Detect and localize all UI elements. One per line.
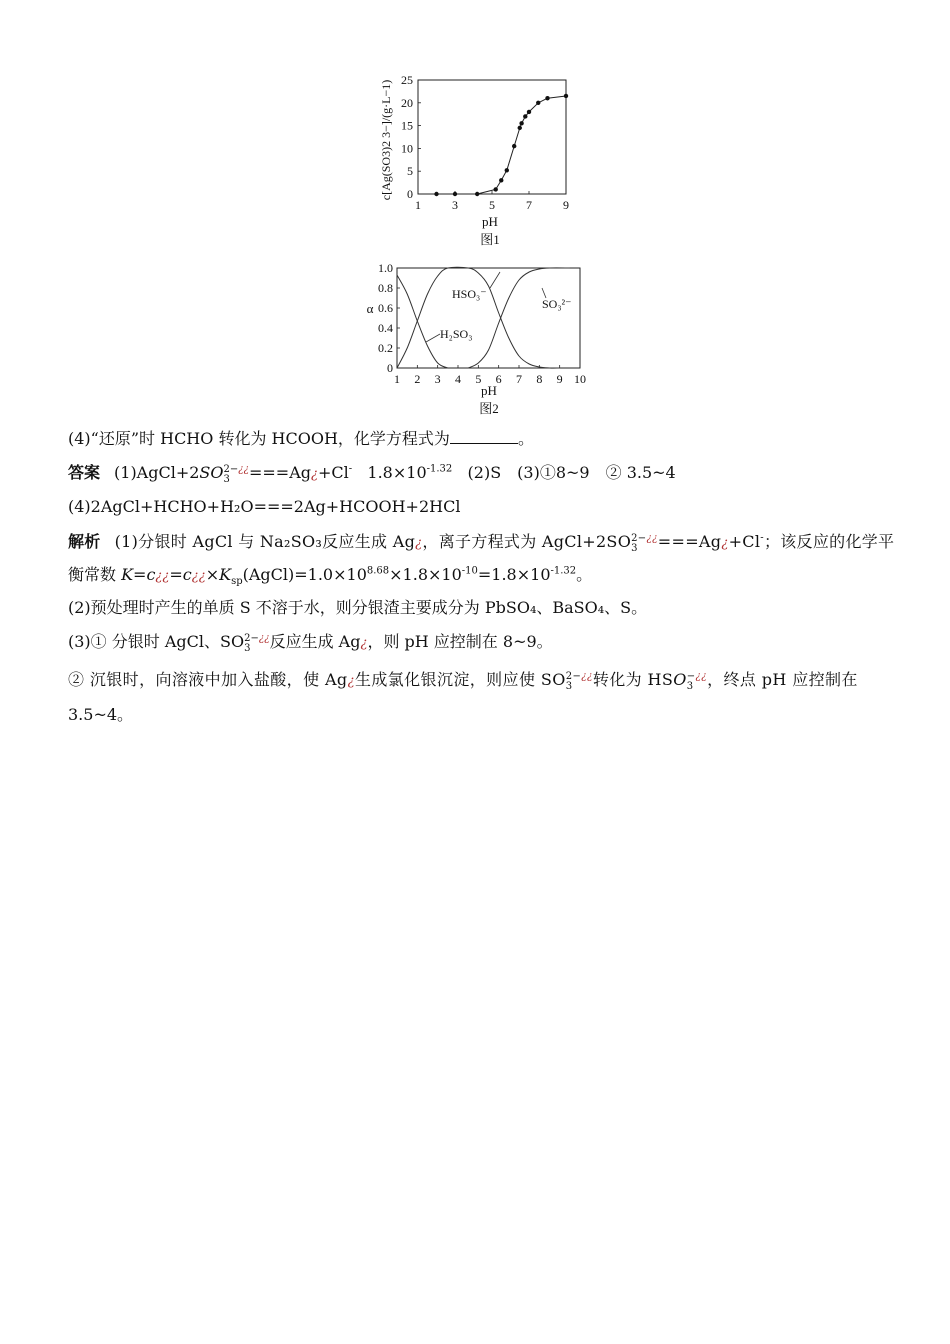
question-4 xyxy=(68,429,883,449)
analysis-4-ion-script-2 xyxy=(687,672,707,692)
answer-part-2: ===Ag xyxy=(248,463,311,482)
figure-2-xlabel: pH xyxy=(481,383,497,398)
figure-2-ylabel: α xyxy=(366,301,374,316)
figure-1-data-point xyxy=(518,126,522,130)
analysis-3-ion-sub: 3 xyxy=(244,643,251,654)
analysis-4-part-3: 转化为 HS xyxy=(592,670,674,689)
analysis-4-part-1: ② 沉银时，向溶液中加入盐酸，使 Ag xyxy=(68,670,348,689)
figure-1-caption: 图1 xyxy=(480,232,500,247)
analysis-label: 解析 xyxy=(68,532,101,551)
analysis-c-1: c xyxy=(146,565,156,584)
analysis-garbled-4: ¿¿ xyxy=(155,569,170,584)
figure-1-data-point xyxy=(434,192,438,196)
analysis-ion-script xyxy=(631,534,658,554)
analysis-ion-charge: 2− xyxy=(631,533,647,544)
analysis-4-garbled-3: ¿¿ xyxy=(695,671,708,682)
figure-1-y-tick-label: 5 xyxy=(407,164,413,179)
figure-1-data-point xyxy=(564,94,568,98)
analysis-4-garbled-1: ¿ xyxy=(347,674,355,689)
analysis-4-part-2: 生成氯化银沉淀，则应使 xyxy=(354,670,541,689)
figure-1-y-tick-label: 15 xyxy=(401,118,413,133)
analysis-4-ion-script-1 xyxy=(566,672,593,692)
answer-exp: -1.32 xyxy=(426,463,453,475)
analysis-4-so: SO xyxy=(540,670,566,689)
answer-so: SO xyxy=(199,463,224,482)
figure-1-data-point xyxy=(499,178,503,182)
analysis-part-1: (1)分银时 AgCl 与 Na₂SO₃反应生成 Ag xyxy=(114,532,416,551)
figure-2-y-tick-label: 0.2 xyxy=(378,341,393,355)
answer-part-3: +Cl xyxy=(317,463,349,482)
analysis-4-ion-charge-2: − xyxy=(686,671,696,682)
analysis-line-5 xyxy=(68,670,883,692)
analysis-part-2: ，离子方程式为 AgCl+2SO xyxy=(422,532,632,551)
figure-2-plot-area xyxy=(378,261,586,386)
answer-garbled-2: ¿ xyxy=(311,467,318,482)
figure-1-data-point xyxy=(527,110,531,114)
figure-1-x-tick-label: 1 xyxy=(415,198,421,212)
analysis-4-ion-sub-1: 3 xyxy=(565,681,573,692)
leader-hso3 xyxy=(490,272,500,288)
analysis-4-garbled-2: ¿¿ xyxy=(581,671,593,682)
analysis-3-part-2: 反应生成 Ag xyxy=(269,632,361,651)
analysis-exp-2: -10 xyxy=(461,565,478,577)
analysis-k-text: 衡常数 xyxy=(68,565,122,584)
figure-2-series-so3 xyxy=(468,268,570,368)
analysis-part-4: +Cl xyxy=(728,532,761,551)
figure-1-data-point xyxy=(475,192,479,196)
figure-1-frame xyxy=(418,80,566,194)
analysis-eq-2: = xyxy=(169,565,183,584)
figure-2-x-tick-label: 5 xyxy=(475,372,482,386)
figure-1-data-point xyxy=(512,144,516,148)
answer-minus: - xyxy=(348,463,353,475)
figure-1-y-tick-label: 0 xyxy=(407,187,413,201)
answer-part-1: (1)AgCl+2 xyxy=(114,463,200,482)
answer-part-4: 1.8×10 xyxy=(367,463,427,482)
figure-2-y-tick-label: 0.6 xyxy=(378,301,393,315)
answer-line-4: (4)2AgCl+HCHO+H₂O===2Ag+HCOOH+2HCl xyxy=(68,497,461,516)
figure-1-data-point xyxy=(505,168,509,172)
label-hso3: HSO₃⁻ xyxy=(452,287,487,301)
analysis-garbled-5: ¿¿ xyxy=(191,569,206,584)
figure-2-x-tick-label: 9 xyxy=(556,372,563,386)
analysis-garbled-2: ¿¿ xyxy=(646,533,658,544)
figure-1-x-tick-label: 9 xyxy=(563,198,569,212)
analysis-k-value-3: =1.8×10 xyxy=(477,565,551,584)
analysis-line-3: (2)预处理时产生的单质 S 不溶于水，则分银渣主要成分为 PbSO₄、BaSO₄、S。 xyxy=(68,598,648,617)
figure-2 xyxy=(360,258,600,420)
figure-1-data-point xyxy=(494,187,498,191)
analysis-garbled-3: ¿ xyxy=(721,536,729,551)
analysis-k-value-2: ×1.8×10 xyxy=(389,565,462,584)
analysis-3-ion-script xyxy=(244,634,269,654)
figure-1-y-tick-label: 25 xyxy=(401,73,413,87)
figure-2-y-tick-label: 1.0 xyxy=(378,261,393,275)
analysis-k: K xyxy=(121,565,134,584)
analysis-3-garbled-1: ¿¿ xyxy=(258,633,270,644)
analysis-k-end: 。 xyxy=(576,565,593,584)
figure-2-x-tick-label: 1 xyxy=(394,372,400,386)
figure-1-y-tick-label: 20 xyxy=(401,95,413,110)
question-4-text: (4)“还原”时 HCHO 转化为 HCOOH，化学方程式为 xyxy=(68,429,450,448)
analysis-4-ion-sub-2: 3 xyxy=(686,681,694,692)
analysis-eq-1: = xyxy=(133,565,147,584)
analysis-4-part-4: ，终点 pH 应控制在 xyxy=(707,670,858,689)
figure-1-data-point xyxy=(545,96,549,100)
analysis-3-part-1: (3)① 分银时 AgCl、SO xyxy=(68,632,245,651)
analysis-ksp-sub: sp xyxy=(231,576,243,588)
analysis-minus: - xyxy=(760,532,764,544)
question-4-end: 。 xyxy=(517,429,534,448)
analysis-ion-sub: 3 xyxy=(631,543,638,554)
answer-ion-script xyxy=(224,465,249,485)
analysis-line-6: 3.5~4。 xyxy=(68,705,134,724)
figure-2-x-tick-label: 7 xyxy=(516,372,522,386)
answer-part-5: (2)S (3)①8~9 ② 3.5~4 xyxy=(467,463,676,482)
figure-1-x-tick-label: 3 xyxy=(452,198,458,212)
analysis-line-1 xyxy=(68,532,895,554)
figure-1-data-point xyxy=(453,192,457,196)
analysis-c-2: c xyxy=(182,565,192,584)
figure-2-caption: 图2 xyxy=(479,401,499,416)
figure-1-x-tick-label: 5 xyxy=(489,198,495,212)
figure-1-data-point xyxy=(536,101,540,105)
analysis-part-3: ===Ag xyxy=(657,532,722,551)
analysis-3-ion-charge: 2− xyxy=(244,633,259,644)
analysis-k-value-1: (AgCl)=1.0×10 xyxy=(242,565,367,584)
analysis-4-o: O xyxy=(673,670,687,689)
figure-2-x-tick-label: 2 xyxy=(414,372,421,386)
figure-2-series-hso3 xyxy=(397,267,560,368)
analysis-line-4 xyxy=(68,632,883,654)
figure-1-xlabel: pH xyxy=(482,214,498,229)
figure-2-x-tick-label: 10 xyxy=(574,372,586,386)
figure-1-data-point xyxy=(523,114,527,118)
figure-2-x-tick-label: 4 xyxy=(455,372,461,386)
analysis-times: × xyxy=(205,565,220,584)
analysis-exp-3: -1.32 xyxy=(550,565,577,577)
analysis-part-5: ；该反应的化学平 xyxy=(763,532,895,551)
figure-2-x-tick-label: 6 xyxy=(495,372,502,386)
analysis-ksp-k: K xyxy=(219,565,232,584)
label-h2so3: H₂SO₃ xyxy=(440,327,473,341)
figure-2-x-tick-label: 3 xyxy=(434,372,441,386)
analysis-4-ion-charge-1: 2− xyxy=(565,671,582,682)
figure-2-x-tick-label: 8 xyxy=(536,372,543,386)
analysis-exp-1: 8.68 xyxy=(366,565,390,577)
answer-ion-charge: 2− xyxy=(223,464,239,475)
figure-1-data-point xyxy=(519,121,523,125)
figure-2-y-tick-label: 0 xyxy=(387,361,393,375)
answer-ion-sub: 3 xyxy=(223,474,230,485)
figure-1-ylabel: c[Ag(SO3)2 3−]/(g·L−1) xyxy=(379,79,393,201)
figure-1 xyxy=(370,70,590,252)
analysis-garbled-1: ¿ xyxy=(415,536,423,551)
answer-line xyxy=(68,463,883,485)
leader-h2so3 xyxy=(426,334,440,342)
figure-1-y-tick-label: 10 xyxy=(401,141,413,156)
figure-1-x-tick-label: 7 xyxy=(526,198,532,212)
answer-label: 答案 xyxy=(68,463,101,482)
figure-2-y-tick-label: 0.8 xyxy=(378,281,393,295)
figure-2-y-tick-label: 0.4 xyxy=(378,321,393,335)
analysis-3-garbled-2: ¿ xyxy=(360,636,368,651)
figure-1-plot-area xyxy=(401,73,569,212)
analysis-line-2 xyxy=(68,565,883,587)
analysis-3-part-3: ，则 pH 应控制在 8~9。 xyxy=(367,632,553,651)
figure-2-frame xyxy=(397,268,580,368)
answer-garbled-1: ¿¿ xyxy=(238,464,249,475)
answer-blank xyxy=(450,429,518,444)
label-so3: SO₃²⁻ xyxy=(542,297,572,311)
